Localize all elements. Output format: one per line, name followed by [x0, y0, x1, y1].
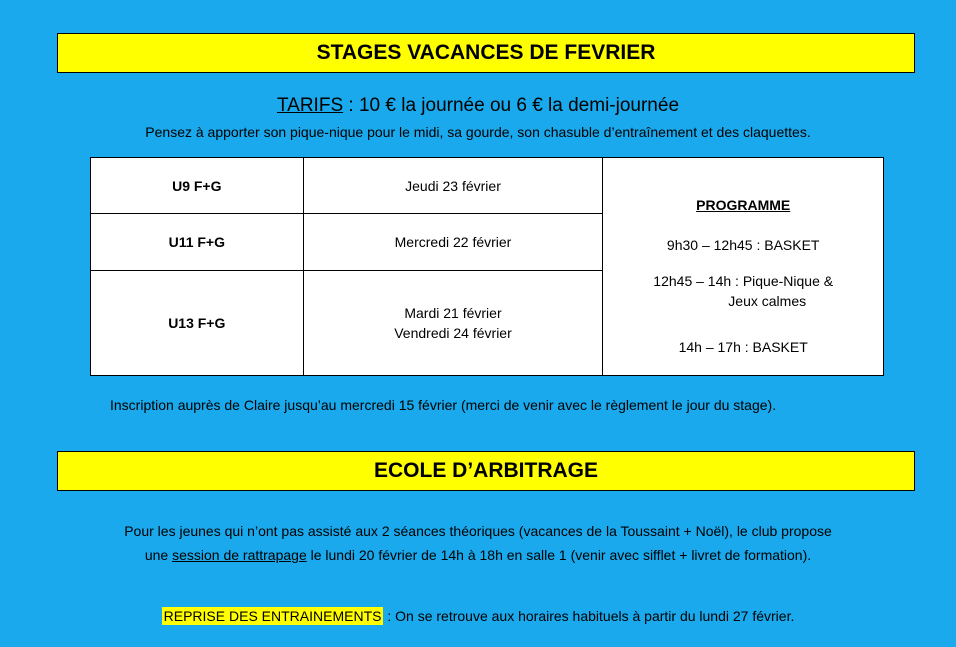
tarifs-text: : 10 € la journée ou 6 € la demi-journée	[343, 95, 680, 116]
dates-cell	[303, 214, 603, 270]
arbitrage-text: une	[144, 547, 173, 563]
stages-table	[90, 157, 884, 376]
table-row	[91, 158, 884, 214]
programme-line: 9h30 – 12h45 : BASKET	[666, 237, 820, 253]
bring-items-note: Pensez à apporter son pique-nique pour le midi, sa gourde, son chasuble d’entraînement et des claquettes.	[145, 124, 811, 140]
rattrapage-session: session de rattrapage	[172, 547, 307, 563]
programme-cell	[603, 158, 884, 376]
date-line: Mercredi 22 février	[394, 233, 512, 250]
arbitrage-line-1: Pour les jeunes qui n’ont pas assisté aux 2 séances théoriques (vacances de la Toussaint + Noël), le club propose	[124, 523, 832, 539]
tarifs-line	[0, 95, 956, 117]
arbitrage-title-banner	[57, 451, 915, 491]
arbitrage-text: le lundi 20 février de 14h à 18h en salle 1 (venir avec sifflet + livret de formation).	[306, 547, 812, 563]
date-line: Jeudi 23 février	[405, 177, 501, 194]
dates-cell	[303, 158, 603, 214]
category-cell: U9 F+G	[91, 158, 304, 214]
programme-title: PROGRAMME	[696, 197, 791, 213]
dates-cell	[303, 270, 603, 375]
category-cell: U13 F+G	[91, 270, 304, 375]
date-line: Mardi 21 février	[404, 304, 502, 321]
reprise-label: REPRISE DES ENTRAINEMENTS	[163, 608, 382, 624]
arbitrage-title: ECOLE D’ARBITRAGE	[373, 459, 598, 482]
arbitrage-paragraph	[0, 519, 956, 567]
reprise-line	[0, 608, 956, 624]
reprise-text: : On se retrouve aux horaires habituels à partir du lundi 27 février.	[383, 608, 795, 624]
stages-title-banner	[57, 33, 915, 73]
programme-line-part: 12h45 – 14h : Pique-Nique &	[653, 273, 834, 289]
programme-line	[604, 271, 882, 311]
date-line: Vendredi 24 février	[394, 324, 512, 341]
stages-title: STAGES VACANCES DE FEVRIER	[316, 41, 656, 64]
programme-line: 14h – 17h : BASKET	[678, 339, 808, 355]
inscription-note: Inscription auprès de Claire jusqu’au mercredi 15 février (merci de venir avec le règlement le jour du stage).	[110, 397, 777, 413]
programme-line-part: Jeux calmes	[728, 293, 807, 309]
tarifs-label: TARIFS	[276, 95, 344, 116]
category-cell: U11 F+G	[91, 214, 304, 270]
arbitrage-line-2	[0, 543, 956, 567]
